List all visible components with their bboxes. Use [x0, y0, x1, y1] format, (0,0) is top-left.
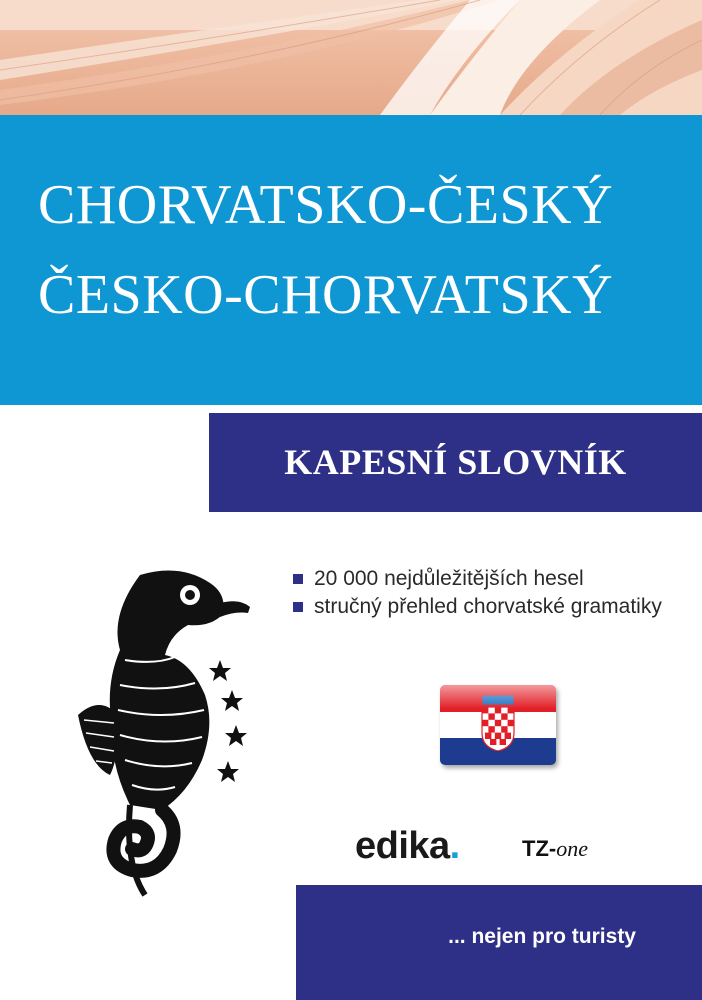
footer-band [296, 885, 702, 1000]
subtitle-band [209, 413, 702, 512]
title-line-2: ČESKO-CHORVATSKÝ [38, 264, 614, 326]
imprint-italic: one [556, 836, 588, 861]
feature-item [290, 565, 690, 593]
tagline: ... nejen pro turisty [448, 925, 636, 948]
feature-text: 20 000 nejdůležitějších hesel [314, 567, 584, 590]
bullet-square-icon [293, 602, 303, 612]
feature-item [290, 593, 690, 621]
subtitle: KAPESNÍ SLOVNÍK [284, 442, 627, 482]
imprint-logo [522, 836, 588, 862]
publisher-name: edika [355, 825, 450, 867]
seahorse-illustration [70, 565, 270, 900]
feature-list [290, 565, 690, 621]
imprint-bold: TZ- [522, 836, 557, 861]
feature-text: stručný přehled chorvatské gramatiky [314, 595, 662, 618]
book-pages-photo [0, 0, 702, 115]
title-band [0, 115, 702, 405]
publisher-dot: . [449, 825, 460, 867]
publisher-logo [355, 825, 460, 868]
title-line-1: CHORVATSKO-ČESKÝ [38, 174, 614, 236]
bullet-square-icon [293, 574, 303, 584]
croatian-flag-icon [440, 685, 556, 765]
